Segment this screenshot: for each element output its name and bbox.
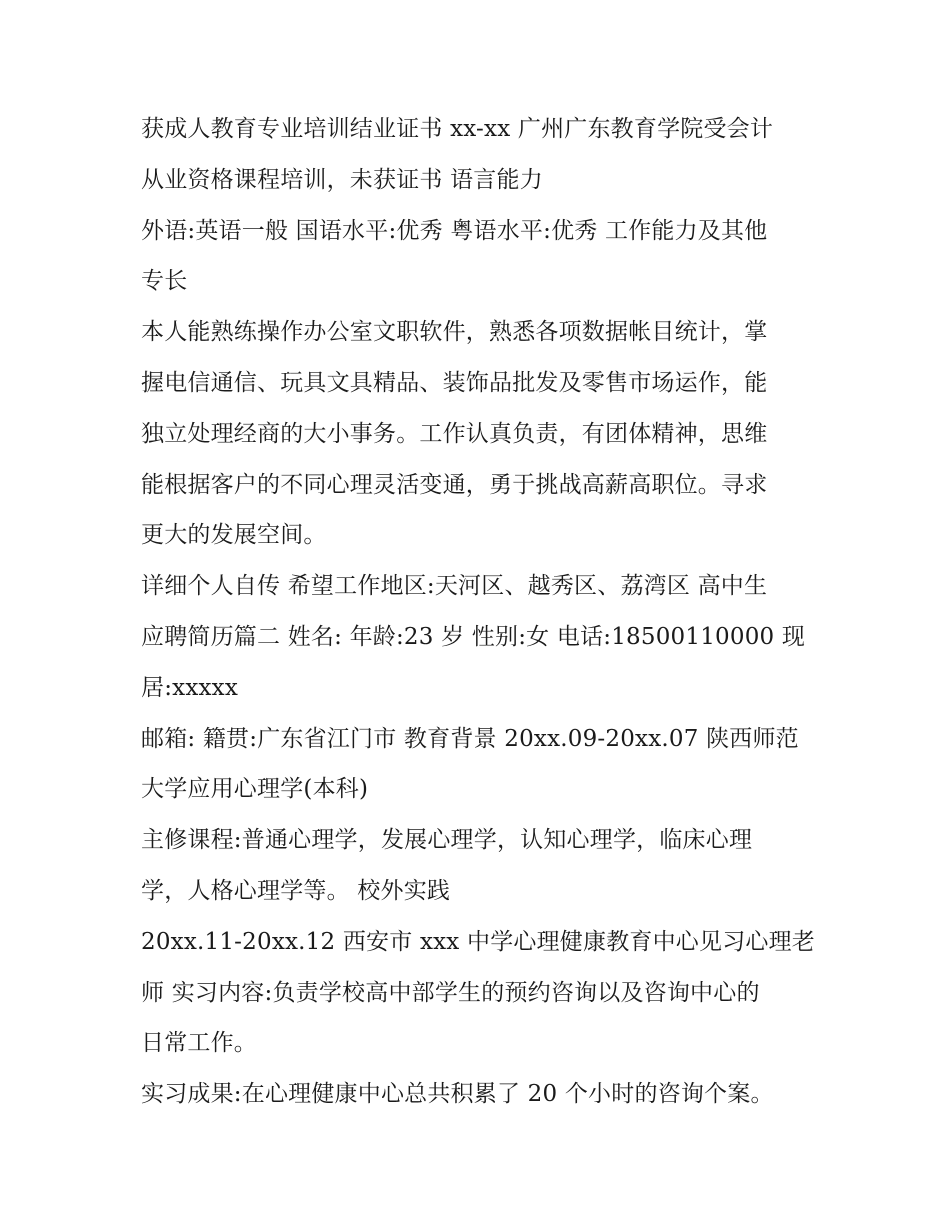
- text-line: 应聘简历篇二 姓名: 年龄:23 岁 性别:女 电话:18500110000 现: [141, 623, 806, 650]
- text-line: 师 实习内容:负责学校高中部学生的预约咨询以及咨询中心的: [141, 979, 760, 1006]
- text-line: 专长: [141, 268, 188, 295]
- text-line: 外语:英语一般 国语水平:优秀 粤语水平:优秀 工作能力及其他: [141, 217, 768, 244]
- text-line: 日常工作。: [141, 1030, 257, 1057]
- text-line: 大学应用心理学(本科): [141, 776, 369, 803]
- text-line: 获成人教育专业培训结业证书 xx-xx 广州广东教育学院受会计: [141, 116, 774, 142]
- text-line: 从业资格课程培训，未获证书 语言能力: [141, 166, 543, 193]
- document-body: [141, 104, 821, 1120]
- text-line: 独立处理经商的大小事务。工作认真负责，有团体精神，思维: [141, 420, 768, 447]
- text-line: 邮箱: 籍贯:广东省江门市 教育背景 20xx.09-20xx.07 陕西师范: [141, 725, 799, 752]
- text-line: 居:xxxxx: [141, 674, 239, 701]
- text-line: 主修课程:普通心理学，发展心理学，认知心理学，临床心理: [141, 827, 753, 854]
- text-line: 本人能熟练操作办公室文职软件，熟悉各项数据帐目统计，掌: [141, 319, 768, 346]
- text-line: 实习成果:在心理健康中心总共积累了 20 个小时的咨询个案。: [141, 1081, 774, 1108]
- text-line: 握电信通信、玩具文具精品、装饰品批发及零售市场运作，能: [141, 369, 768, 396]
- text-line: 更大的发展空间。: [141, 522, 327, 549]
- text-line: 详细个人自传 希望工作地区:天河区、越秀区、荔湾区 高中生: [141, 573, 768, 600]
- text-line: 20xx.11-20xx.12 西安市 xxx 中学心理健康教育中心见习心理老: [141, 928, 815, 955]
- text-line: 能根据客户的不同心理灵活变通，勇于挑战高薪高职位。寻求: [141, 471, 768, 498]
- text-line: 学，人格心理学等。 校外实践: [141, 877, 451, 904]
